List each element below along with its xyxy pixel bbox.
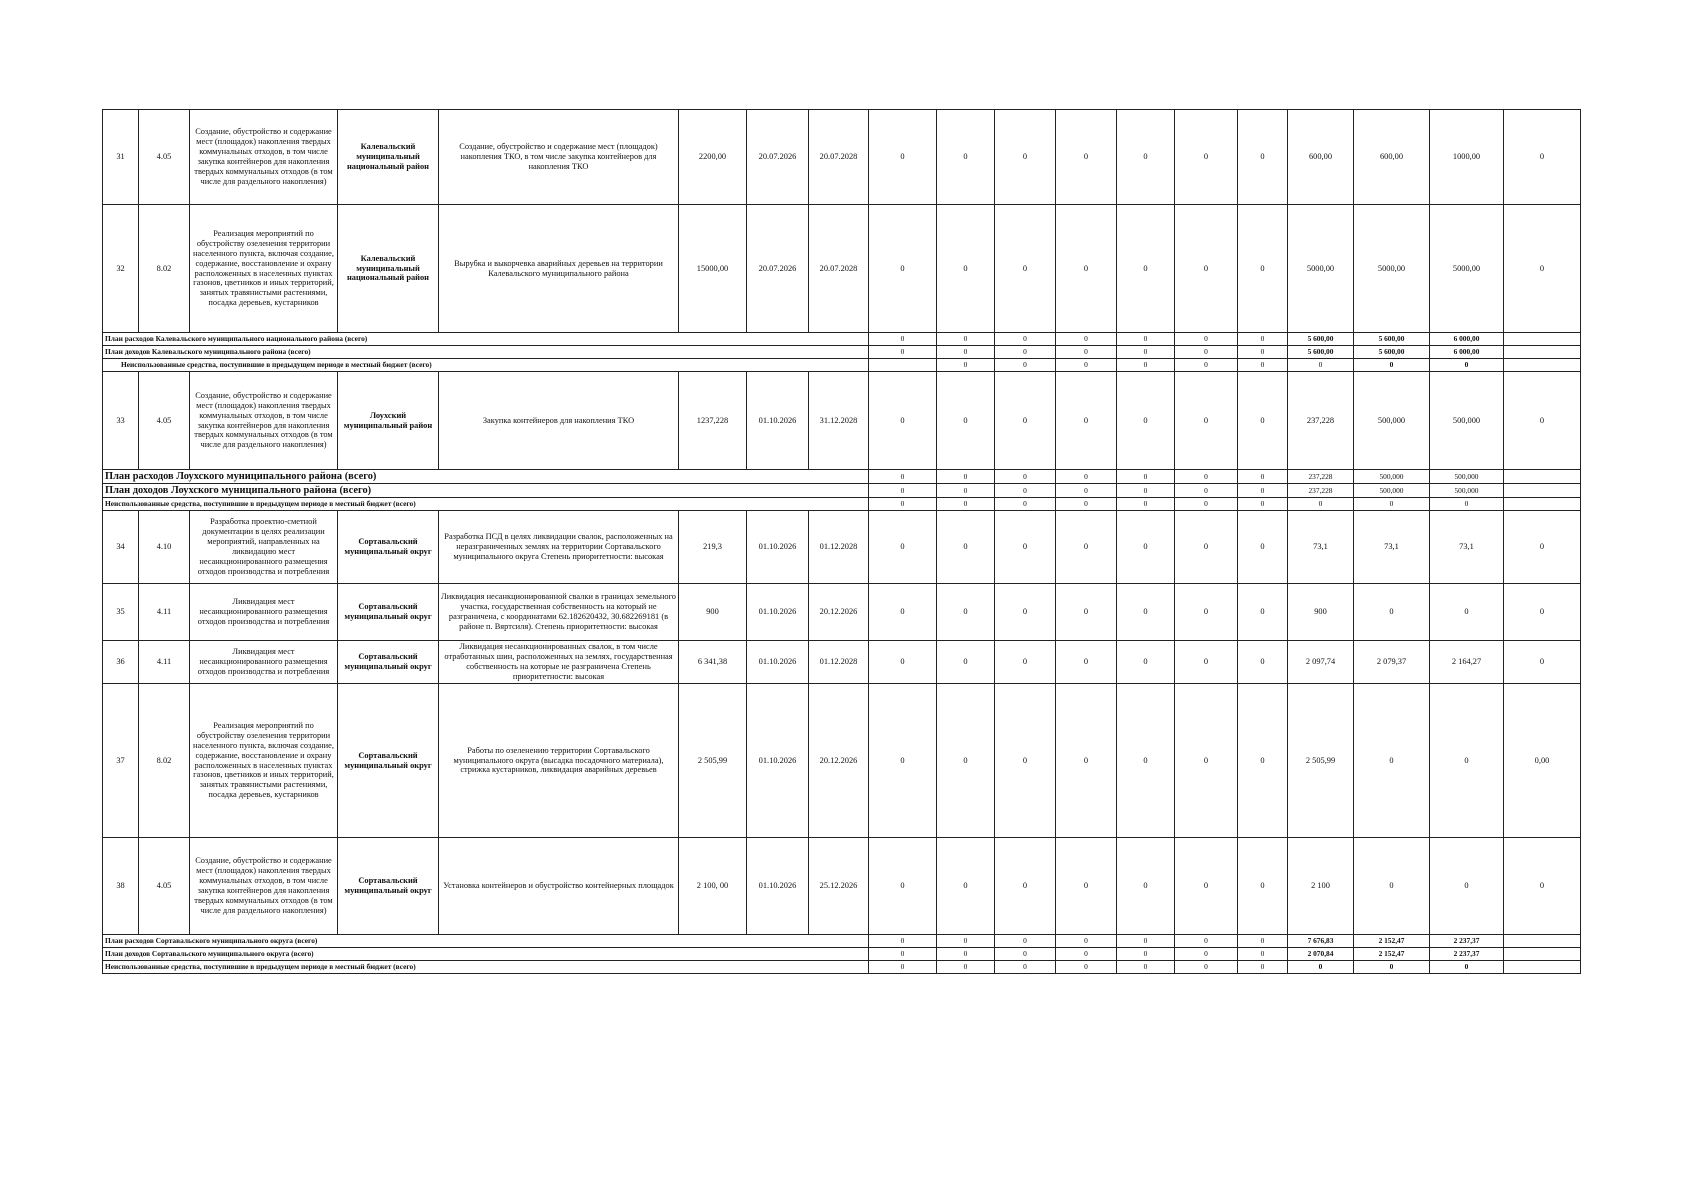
row-total: 6 341,38 bbox=[679, 641, 747, 684]
row-municipality: Калевальский муниципальный национальный район bbox=[338, 205, 439, 333]
row-code: 4.05 bbox=[139, 372, 190, 470]
summary-value: 0 bbox=[1117, 346, 1175, 359]
row-code: 4.11 bbox=[139, 641, 190, 684]
summary-value: 0 bbox=[869, 498, 937, 511]
summary-label: План доходов Сортавальского муниципального округа (всего) bbox=[103, 948, 869, 961]
row-value: 0 bbox=[1117, 372, 1175, 470]
row-value: 0 bbox=[1238, 838, 1288, 935]
table-row bbox=[103, 684, 1581, 838]
row-municipality: Сортавальский муниципальный округ bbox=[338, 584, 439, 641]
row-value: 0 bbox=[1117, 584, 1175, 641]
row-measure: Ликвидация мест несанкционированного размещения отходов производства и потребления bbox=[190, 641, 338, 684]
row-end-date: 20.12.2026 bbox=[809, 584, 869, 641]
summary-label: Неиспользованные средства, поступившие в предыдущем периоде в местный бюджет (всего) bbox=[103, 359, 869, 372]
table-row bbox=[103, 205, 1581, 333]
summary-value: 2 070,84 bbox=[1288, 948, 1354, 961]
row-code: 4.05 bbox=[139, 110, 190, 205]
summary-value: 0 bbox=[1056, 948, 1117, 961]
row-number: 33 bbox=[103, 372, 139, 470]
row-value: 2 100 bbox=[1288, 838, 1354, 935]
row-total: 1237,228 bbox=[679, 372, 747, 470]
row-value: 0 bbox=[995, 838, 1056, 935]
summary-value: 0 bbox=[1117, 935, 1175, 948]
row-value: 73,1 bbox=[1430, 511, 1504, 584]
row-municipality: Сортавальский муниципальный округ bbox=[338, 511, 439, 584]
row-value: 0 bbox=[1238, 110, 1288, 205]
row-value: 0 bbox=[1117, 110, 1175, 205]
summary-value: 0 bbox=[1288, 498, 1354, 511]
row-value: 0 bbox=[1238, 372, 1288, 470]
summary-value: 0 bbox=[1056, 346, 1117, 359]
summary-row bbox=[103, 935, 1581, 948]
row-value: 0 bbox=[1175, 110, 1238, 205]
summary-value: 5 600,00 bbox=[1354, 346, 1430, 359]
table-row bbox=[103, 584, 1581, 641]
summary-value: 0 bbox=[1175, 333, 1238, 346]
row-value: 500,000 bbox=[1430, 372, 1504, 470]
summary-empty-cell bbox=[1504, 470, 1581, 484]
summary-value: 237,228 bbox=[1288, 484, 1354, 498]
row-value: 0 bbox=[1238, 511, 1288, 584]
row-number: 37 bbox=[103, 684, 139, 838]
row-start-date: 01.10.2026 bbox=[747, 641, 809, 684]
summary-value: 0 bbox=[995, 935, 1056, 948]
summary-value: 0 bbox=[1238, 935, 1288, 948]
row-measure: Ликвидация мест несанкционированного размещения отходов производства и потребления bbox=[190, 584, 338, 641]
summary-value: 5 600,00 bbox=[1288, 346, 1354, 359]
summary-value: 0 bbox=[1117, 470, 1175, 484]
row-value: 0 bbox=[1504, 372, 1581, 470]
row-value: 0 bbox=[869, 641, 937, 684]
row-number: 35 bbox=[103, 584, 139, 641]
summary-value: 0 bbox=[937, 484, 995, 498]
row-value: 0 bbox=[1175, 684, 1238, 838]
summary-value: 0 bbox=[1238, 484, 1288, 498]
summary-row bbox=[103, 961, 1581, 974]
row-activity: Закупка контейнеров для накопления ТКО bbox=[439, 372, 679, 470]
row-value: 900 bbox=[1288, 584, 1354, 641]
summary-value: 0 bbox=[1056, 935, 1117, 948]
row-value: 600,00 bbox=[1354, 110, 1430, 205]
table-row bbox=[103, 641, 1581, 684]
summary-row bbox=[103, 948, 1581, 961]
row-value: 0 bbox=[1504, 110, 1581, 205]
summary-value: 0 bbox=[995, 948, 1056, 961]
summary-row bbox=[103, 498, 1581, 511]
row-value: 0,00 bbox=[1504, 684, 1581, 838]
summary-value: 0 bbox=[937, 333, 995, 346]
row-value: 0 bbox=[1175, 511, 1238, 584]
summary-value: 500,000 bbox=[1430, 470, 1504, 484]
summary-value: 0 bbox=[937, 498, 995, 511]
summary-label: Неиспользованные средства, поступившие в предыдущем периоде в местный бюджет (всего) bbox=[103, 961, 869, 974]
summary-value: 237,228 bbox=[1288, 470, 1354, 484]
table-body bbox=[103, 110, 1581, 974]
summary-value: 0 bbox=[1056, 333, 1117, 346]
row-activity: Установка контейнеров и обустройство контейнерных площадок bbox=[439, 838, 679, 935]
summary-value: 0 bbox=[995, 484, 1056, 498]
row-value: 0 bbox=[1504, 205, 1581, 333]
summary-value: 0 bbox=[1117, 359, 1175, 372]
summary-value: 0 bbox=[1175, 359, 1238, 372]
row-value: 0 bbox=[1354, 584, 1430, 641]
summary-value: 5 600,00 bbox=[1288, 333, 1354, 346]
summary-value: 0 bbox=[937, 935, 995, 948]
summary-value: 0 bbox=[1238, 333, 1288, 346]
row-municipality: Сортавальский муниципальный округ bbox=[338, 641, 439, 684]
summary-value: 0 bbox=[1175, 484, 1238, 498]
row-value: 1000,00 bbox=[1430, 110, 1504, 205]
row-value: 0 bbox=[1117, 511, 1175, 584]
summary-empty-cell bbox=[1504, 359, 1581, 372]
budget-table bbox=[102, 109, 1581, 974]
row-value: 0 bbox=[995, 584, 1056, 641]
row-value: 0 bbox=[1175, 372, 1238, 470]
row-start-date: 01.10.2026 bbox=[747, 511, 809, 584]
row-value: 0 bbox=[1117, 205, 1175, 333]
row-municipality: Сортавальский муниципальный округ bbox=[338, 838, 439, 935]
summary-value: 0 bbox=[1175, 961, 1238, 974]
row-code: 8.02 bbox=[139, 205, 190, 333]
row-value: 0 bbox=[937, 684, 995, 838]
summary-value: 0 bbox=[1175, 948, 1238, 961]
row-end-date: 01.12.2028 bbox=[809, 511, 869, 584]
row-value: 0 bbox=[1504, 511, 1581, 584]
row-municipality: Лоухский муниципальный район bbox=[338, 372, 439, 470]
row-number: 36 bbox=[103, 641, 139, 684]
row-end-date: 20.12.2026 bbox=[809, 684, 869, 838]
summary-value: 0 bbox=[1056, 498, 1117, 511]
summary-value: 2 152,47 bbox=[1354, 935, 1430, 948]
row-measure: Создание, обустройство и содержание мест (площадок) накопления твердых коммунальных отходов, в том числе закупка контейнеров для накопления твердых коммунальных отходов (в том числе для раздельного накопления) bbox=[190, 110, 338, 205]
row-value: 0 bbox=[1430, 684, 1504, 838]
row-number: 31 bbox=[103, 110, 139, 205]
row-value: 0 bbox=[1056, 205, 1117, 333]
row-activity: Разработка ПСД в целях ликвидации свалок, расположенных на неразграниченных землях на территории Сортавальского муниципального округа Степень приоритетности: высокая bbox=[439, 511, 679, 584]
row-value: 0 bbox=[1354, 838, 1430, 935]
row-value: 0 bbox=[1056, 584, 1117, 641]
summary-value: 0 bbox=[1430, 359, 1504, 372]
row-value: 0 bbox=[1056, 511, 1117, 584]
row-number: 34 bbox=[103, 511, 139, 584]
row-start-date: 01.10.2026 bbox=[747, 838, 809, 935]
row-value: 0 bbox=[1117, 684, 1175, 838]
summary-value: 0 bbox=[869, 948, 937, 961]
row-value: 0 bbox=[869, 372, 937, 470]
row-activity: Создание, обустройство и содержание мест (площадок) накопления ТКО, в том числе закупка контейнеров для накопления ТКО bbox=[439, 110, 679, 205]
summary-value: 5 600,00 bbox=[1354, 333, 1430, 346]
row-value: 0 bbox=[1504, 641, 1581, 684]
row-activity: Ликвидация несанкционированной свалки в границах земельного участка, государственная собственность на который не разграничена, с координатами 62.182620432, 30.682269181 (в районе п. Вяртсиля). Степень приоритетности: высокая bbox=[439, 584, 679, 641]
summary-value: 0 bbox=[937, 359, 995, 372]
row-municipality: Сортавальский муниципальный округ bbox=[338, 684, 439, 838]
row-number: 38 bbox=[103, 838, 139, 935]
row-municipality: Калевальский муниципальный национальный район bbox=[338, 110, 439, 205]
row-end-date: 31.12.2028 bbox=[809, 372, 869, 470]
row-value: 0 bbox=[937, 110, 995, 205]
row-number: 32 bbox=[103, 205, 139, 333]
row-value: 0 bbox=[1175, 584, 1238, 641]
row-value: 5000,00 bbox=[1430, 205, 1504, 333]
row-value: 0 bbox=[937, 641, 995, 684]
row-value: 0 bbox=[1504, 584, 1581, 641]
summary-value: 0 bbox=[1238, 359, 1288, 372]
row-measure: Создание, обустройство и содержание мест (площадок) накопления твердых коммунальных отходов, в том числе закупка контейнеров для накопления твердых коммунальных отходов (в том числе для раздельного накопления) bbox=[190, 372, 338, 470]
summary-value: 0 bbox=[1238, 948, 1288, 961]
summary-value: 2 237,37 bbox=[1430, 948, 1504, 961]
row-value: 0 bbox=[1056, 110, 1117, 205]
row-total: 2 100, 00 bbox=[679, 838, 747, 935]
row-activity: Ликвидация несанкционированных свалок, в том числе отработанных шин, расположенных на землях, государственная собственность на которые не разграничена Степень приоритетности: высокая bbox=[439, 641, 679, 684]
summary-label: План расходов Сортавальского муниципального округа (всего) bbox=[103, 935, 869, 948]
summary-empty-cell bbox=[1504, 948, 1581, 961]
row-value: 0 bbox=[869, 684, 937, 838]
summary-label: Неиспользованные средства, поступившие в предыдущем периоде в местный бюджет (всего) bbox=[103, 498, 869, 511]
row-value: 73,1 bbox=[1288, 511, 1354, 584]
row-measure: Разработка проектно-сметной документации в целях реализации мероприятий, направленных на ликвидацию мест несанкционированного размещения отходов производства и потребления bbox=[190, 511, 338, 584]
summary-empty-cell bbox=[1504, 346, 1581, 359]
summary-empty-cell bbox=[1504, 961, 1581, 974]
summary-value: 0 bbox=[1354, 498, 1430, 511]
summary-value: 7 676,83 bbox=[1288, 935, 1354, 948]
summary-label: План расходов Лоухского муниципального района (всего) bbox=[103, 470, 869, 484]
summary-value: 0 bbox=[1175, 346, 1238, 359]
summary-value: 0 bbox=[869, 470, 937, 484]
row-value: 2 505,99 bbox=[1288, 684, 1354, 838]
summary-label: План доходов Лоухского муниципального района (всего) bbox=[103, 484, 869, 498]
summary-value: 0 bbox=[1430, 498, 1504, 511]
row-value: 0 bbox=[1175, 205, 1238, 333]
row-start-date: 01.10.2026 bbox=[747, 584, 809, 641]
summary-value: 0 bbox=[937, 961, 995, 974]
summary-value: 6 000,00 bbox=[1430, 346, 1504, 359]
row-value: 0 bbox=[1117, 838, 1175, 935]
summary-value: 0 bbox=[1117, 498, 1175, 511]
row-value: 0 bbox=[1354, 684, 1430, 838]
summary-value: 6 000,00 bbox=[1430, 333, 1504, 346]
row-value: 5000,00 bbox=[1288, 205, 1354, 333]
summary-empty-cell bbox=[1504, 935, 1581, 948]
row-total: 219,3 bbox=[679, 511, 747, 584]
row-start-date: 20.07.2026 bbox=[747, 110, 809, 205]
row-value: 0 bbox=[1430, 838, 1504, 935]
summary-value: 0 bbox=[1288, 961, 1354, 974]
summary-value: 500,000 bbox=[1430, 484, 1504, 498]
row-value: 0 bbox=[1056, 684, 1117, 838]
summary-value: 0 bbox=[1238, 346, 1288, 359]
row-value: 0 bbox=[995, 684, 1056, 838]
summary-row bbox=[103, 484, 1581, 498]
row-total: 900 bbox=[679, 584, 747, 641]
summary-value: 0 bbox=[869, 333, 937, 346]
summary-value: 0 bbox=[937, 948, 995, 961]
summary-value: 500,000 bbox=[1354, 470, 1430, 484]
table-row bbox=[103, 838, 1581, 935]
summary-value: 0 bbox=[1354, 961, 1430, 974]
summary-row bbox=[103, 359, 1581, 372]
summary-value: 0 bbox=[1288, 359, 1354, 372]
summary-value: 2 237,37 bbox=[1430, 935, 1504, 948]
summary-value: 0 bbox=[1056, 484, 1117, 498]
row-value: 0 bbox=[869, 584, 937, 641]
row-total: 2 505,99 bbox=[679, 684, 747, 838]
row-value: 0 bbox=[995, 511, 1056, 584]
summary-value: 500,000 bbox=[1354, 484, 1430, 498]
summary-empty-cell bbox=[869, 359, 937, 372]
row-value: 0 bbox=[995, 372, 1056, 470]
row-value: 0 bbox=[1117, 641, 1175, 684]
row-value: 0 bbox=[937, 584, 995, 641]
row-value: 0 bbox=[1504, 838, 1581, 935]
summary-value: 0 bbox=[1238, 470, 1288, 484]
row-value: 0 bbox=[995, 205, 1056, 333]
summary-row bbox=[103, 346, 1581, 359]
summary-value: 0 bbox=[1238, 498, 1288, 511]
row-value: 0 bbox=[1238, 641, 1288, 684]
row-value: 0 bbox=[869, 110, 937, 205]
row-start-date: 20.07.2026 bbox=[747, 205, 809, 333]
row-code: 4.11 bbox=[139, 584, 190, 641]
summary-value: 0 bbox=[937, 346, 995, 359]
row-value: 500,000 bbox=[1354, 372, 1430, 470]
summary-value: 0 bbox=[1430, 961, 1504, 974]
row-start-date: 01.10.2026 bbox=[747, 372, 809, 470]
row-value: 0 bbox=[869, 205, 937, 333]
row-value: 0 bbox=[1238, 684, 1288, 838]
row-value: 0 bbox=[937, 511, 995, 584]
row-value: 0 bbox=[869, 838, 937, 935]
row-value: 0 bbox=[937, 205, 995, 333]
summary-value: 0 bbox=[1175, 935, 1238, 948]
row-value: 2 079,37 bbox=[1354, 641, 1430, 684]
summary-row bbox=[103, 333, 1581, 346]
row-value: 0 bbox=[1056, 838, 1117, 935]
summary-value: 0 bbox=[995, 333, 1056, 346]
summary-label: План расходов Калевальского муниципального национального района (всего) bbox=[103, 333, 869, 346]
row-value: 0 bbox=[995, 110, 1056, 205]
table-row bbox=[103, 110, 1581, 205]
summary-value: 0 bbox=[869, 935, 937, 948]
row-value: 2 164,27 bbox=[1430, 641, 1504, 684]
summary-value: 0 bbox=[1175, 470, 1238, 484]
summary-value: 0 bbox=[1117, 961, 1175, 974]
row-value: 600,00 bbox=[1288, 110, 1354, 205]
row-code: 4.05 bbox=[139, 838, 190, 935]
row-measure: Создание, обустройство и содержание мест (площадок) накопления твердых коммунальных отходов, в том числе закупка контейнеров для накопления твердых коммунальных отходов (в том числе для раздельного накопления) bbox=[190, 838, 338, 935]
row-value: 0 bbox=[1175, 641, 1238, 684]
row-activity: Вырубка и выкорчевка аварийных деревьев на территории Калевальского муниципального района bbox=[439, 205, 679, 333]
summary-value: 0 bbox=[1117, 484, 1175, 498]
summary-label: План доходов Калевальского муниципального района (всего) bbox=[103, 346, 869, 359]
summary-value: 0 bbox=[995, 498, 1056, 511]
summary-empty-cell bbox=[1504, 484, 1581, 498]
table-row bbox=[103, 511, 1581, 584]
summary-value: 0 bbox=[995, 346, 1056, 359]
row-end-date: 20.07.2028 bbox=[809, 205, 869, 333]
summary-value: 0 bbox=[1175, 498, 1238, 511]
summary-value: 0 bbox=[869, 484, 937, 498]
summary-value: 0 bbox=[1117, 948, 1175, 961]
row-measure: Реализация мероприятий по обустройству озеленения территории населенного пункта, включая создание, содержание, восстановление и охрану расположенных в населенных пунктах газонов, цветников и иных территорий, занятых травянистыми растениями, посадка деревьев, кустарников bbox=[190, 205, 338, 333]
row-value: 0 bbox=[937, 372, 995, 470]
row-end-date: 25.12.2026 bbox=[809, 838, 869, 935]
row-value: 0 bbox=[1238, 205, 1288, 333]
row-value: 0 bbox=[1056, 641, 1117, 684]
row-value: 0 bbox=[1238, 584, 1288, 641]
row-total: 15000,00 bbox=[679, 205, 747, 333]
summary-value: 0 bbox=[1056, 961, 1117, 974]
row-end-date: 20.07.2028 bbox=[809, 110, 869, 205]
summary-value: 0 bbox=[1238, 961, 1288, 974]
row-end-date: 01.12.2028 bbox=[809, 641, 869, 684]
summary-value: 0 bbox=[995, 359, 1056, 372]
summary-empty-cell bbox=[1504, 333, 1581, 346]
row-code: 4.10 bbox=[139, 511, 190, 584]
row-code: 8.02 bbox=[139, 684, 190, 838]
summary-value: 0 bbox=[1056, 359, 1117, 372]
row-value: 0 bbox=[995, 641, 1056, 684]
row-value: 73,1 bbox=[1354, 511, 1430, 584]
row-measure: Реализация мероприятий по обустройству озеленения территории населенного пункта, включая создание, содержание, восстановление и охрану расположенных в населенных пунктах газонов, цветников и иных территорий, занятых травянистыми растениями, посадка деревьев, кустарников bbox=[190, 684, 338, 838]
row-value: 237,228 bbox=[1288, 372, 1354, 470]
row-value: 0 bbox=[1175, 838, 1238, 935]
summary-value: 0 bbox=[869, 346, 937, 359]
row-value: 0 bbox=[1056, 372, 1117, 470]
row-value: 0 bbox=[869, 511, 937, 584]
summary-value: 0 bbox=[869, 961, 937, 974]
row-value: 5000,00 bbox=[1354, 205, 1430, 333]
summary-value: 0 bbox=[937, 470, 995, 484]
row-start-date: 01.10.2026 bbox=[747, 684, 809, 838]
row-value: 0 bbox=[1430, 584, 1504, 641]
row-activity: Работы по озеленению территории Сортавальского муниципального округа (высадка посадочного материала), стрижка кустарников, ликвидация аварийных деревьев bbox=[439, 684, 679, 838]
row-value: 2 097,74 bbox=[1288, 641, 1354, 684]
summary-value: 2 152,47 bbox=[1354, 948, 1430, 961]
summary-value: 0 bbox=[995, 961, 1056, 974]
summary-value: 0 bbox=[1117, 333, 1175, 346]
summary-value: 0 bbox=[1056, 470, 1117, 484]
row-total: 2200,00 bbox=[679, 110, 747, 205]
summary-value: 0 bbox=[1354, 359, 1430, 372]
summary-row bbox=[103, 470, 1581, 484]
summary-value: 0 bbox=[995, 470, 1056, 484]
summary-empty-cell bbox=[1504, 498, 1581, 511]
row-value: 0 bbox=[937, 838, 995, 935]
table-row bbox=[103, 372, 1581, 470]
